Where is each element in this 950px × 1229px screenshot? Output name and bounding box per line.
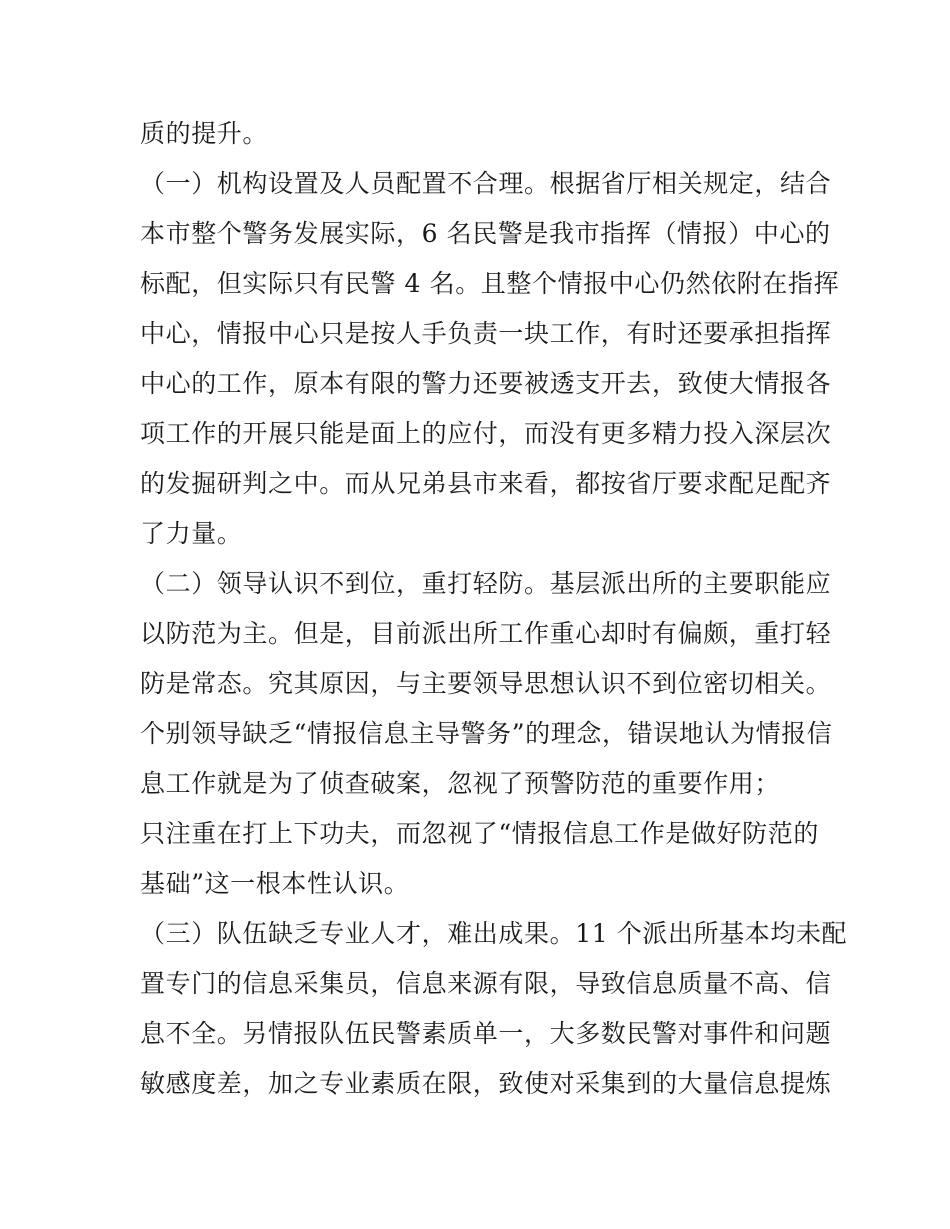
text-line: 防是常态。究其原因，与主要领导思想认识不到位密切相关。 xyxy=(140,669,832,698)
text-line: 个别领导缺乏“情报信息主导警务”的理念，错误地认为情报信 xyxy=(140,719,833,748)
text-line: （二）领导认识不到位，重打轻防。基层派出所的主要职能应 xyxy=(140,569,832,598)
text-line: 中心，情报中心只是按人手负责一块工作，有时还要承担指挥 xyxy=(140,319,832,348)
body-text xyxy=(140,109,848,1109)
text-line: 息不全。另情报队伍民警素质单一，大多数民警对事件和问题 xyxy=(140,1019,832,1048)
text-line: （三）队伍缺乏专业人才，难出成果。11 个派出所基本均未配 xyxy=(140,919,848,948)
text-line: 敏感度差，加之专业素质在限，致使对采集到的大量信息提炼 xyxy=(140,1069,832,1098)
text-line: 本市整个警务发展实际，6 名民警是我市指挥（情报）中心的 xyxy=(140,219,831,248)
text-line: 基础”这一根本性认识。 xyxy=(140,869,410,898)
text-line: 了力量。 xyxy=(140,519,243,548)
text-line: 质的提升。 xyxy=(140,119,269,148)
text-line: 中心的工作，原本有限的警力还要被透支开去，致使大情报各 xyxy=(140,369,832,398)
text-line: 置专门的信息采集员，信息来源有限，导致信息质量不高、信 xyxy=(140,969,832,998)
text-line: 只注重在打上下功夫，而忽视了“情报信息工作是做好防范的 xyxy=(140,819,819,848)
text-line: 息工作就是为了侦查破案，忽视了预警防范的重要作用； xyxy=(140,769,781,798)
text-line: 的发掘研判之中。而从兄弟县市来看，都按省厅要求配足配齐 xyxy=(140,469,832,498)
text-line: （一）机构设置及人员配置不合理。根据省厅相关规定，结合 xyxy=(140,169,832,198)
text-line: 以防范为主。但是，目前派出所工作重心却时有偏颇，重打轻 xyxy=(140,619,832,648)
text-line: 标配，但实际只有民警 4 名。且整个情报中心仍然依附在指挥 xyxy=(140,269,840,298)
text-line: 项工作的开展只能是面上的应付，而没有更多精力投入深层次 xyxy=(140,419,832,448)
